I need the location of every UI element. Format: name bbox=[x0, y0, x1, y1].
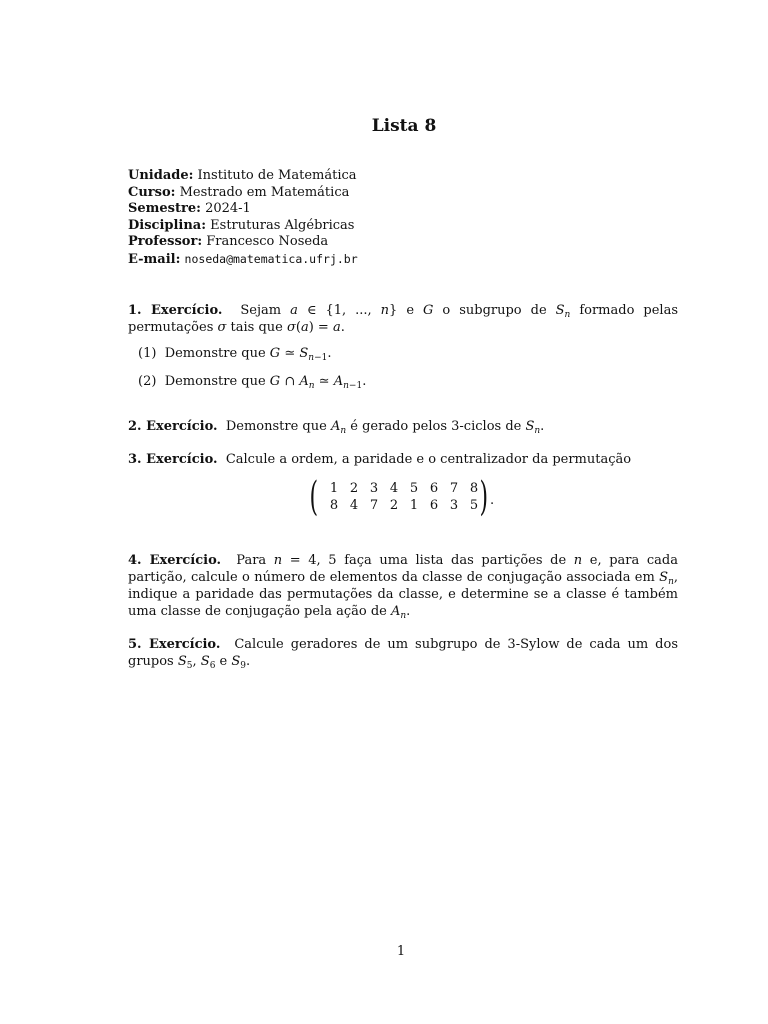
semestre-value: 2024-1 bbox=[205, 201, 251, 217]
exercise-3 bbox=[128, 451, 678, 468]
email-value[interactable]: noseda@matematica.ufrj.br bbox=[184, 251, 358, 266]
right-paren: ) bbox=[479, 474, 489, 520]
exercise-4: 4. Exercício. Para n = 4, 5 faça uma lista das partições de n e, para cada partição, calcule o número de elementos da classe de conjugação associada em $S_n$, indique a paridade das permutações da classe, e determine se a classe é também uma classe de conjugação pela ação de $A_n$. bbox=[128, 553, 678, 621]
disciplina-value: Estruturas Algébricas bbox=[210, 217, 355, 233]
exercise-3-text: Calcule a ordem, a paridade e o centralizador da permutação bbox=[225, 452, 632, 467]
exercise-5: 5. Exercício. Calcule geradores de um subgrupo de 3-Sylow de cada um dos grupos $S_5$, $S_6$ e $S_9$. bbox=[128, 637, 678, 671]
exercise-1: 1. Exercício. Sejam a ∈ {1, ..., n} e G o subgrupo de $S_n$ formado pelas permutações σ tais que σ(a) = a. bbox=[128, 303, 678, 335]
permutation-top-row: 1 2 3 4 5 6 7 8 bbox=[329, 481, 479, 496]
exercise-1-text: Sejam bbox=[240, 303, 291, 318]
exercise-3-number: 3. Exercício. bbox=[128, 452, 218, 467]
permutation-matrix bbox=[308, 474, 498, 520]
permutation-bottom-row: 8 4 7 2 1 6 3 5 bbox=[329, 498, 479, 513]
page-title: Lista 8 bbox=[371, 116, 437, 136]
curso-value: Mestrado em Matemática bbox=[179, 184, 350, 200]
professor-label: Professor: bbox=[128, 234, 203, 250]
email-row bbox=[128, 251, 358, 269]
exercise-1-item-2: (2) Demonstre que G ∩ $A_n$ ≃ $A_{n-1}$. bbox=[138, 374, 367, 391]
semestre-row bbox=[128, 201, 358, 218]
permutation-period: . bbox=[490, 493, 495, 508]
left-paren: ( bbox=[309, 474, 319, 520]
exercise-5-number: 5. Exercício. bbox=[128, 637, 221, 652]
email-label: E-mail: bbox=[128, 251, 181, 267]
disciplina-row bbox=[128, 218, 358, 235]
unidade-value: Instituto de Matemática bbox=[197, 168, 357, 183]
curso-label: Curso: bbox=[128, 184, 176, 200]
exercise-4-number: 4. Exercício. bbox=[128, 553, 222, 568]
semestre-label: Semestre: bbox=[128, 201, 201, 217]
exercise-2: 2. Exercício. Demonstre que $A_n$ é gerado pelos 3-ciclos de $S_n$. bbox=[128, 419, 545, 436]
exercise-2-number: 2. Exercício. bbox=[128, 419, 218, 434]
exercise-1-number: 1. Exercício. bbox=[128, 303, 223, 318]
course-info-header bbox=[128, 168, 358, 269]
disciplina-label: Disciplina: bbox=[128, 217, 207, 233]
unidade-label: Unidade: bbox=[128, 168, 194, 183]
curso-row bbox=[128, 185, 358, 202]
exercise-1-item-1: (1) Demonstre que G ≃ $S_{n-1}$. bbox=[138, 346, 332, 363]
professor-row bbox=[128, 234, 358, 251]
professor-value: Francesco Noseda bbox=[206, 234, 329, 250]
unidade-row bbox=[128, 168, 358, 185]
page-number: 1 bbox=[396, 944, 406, 959]
